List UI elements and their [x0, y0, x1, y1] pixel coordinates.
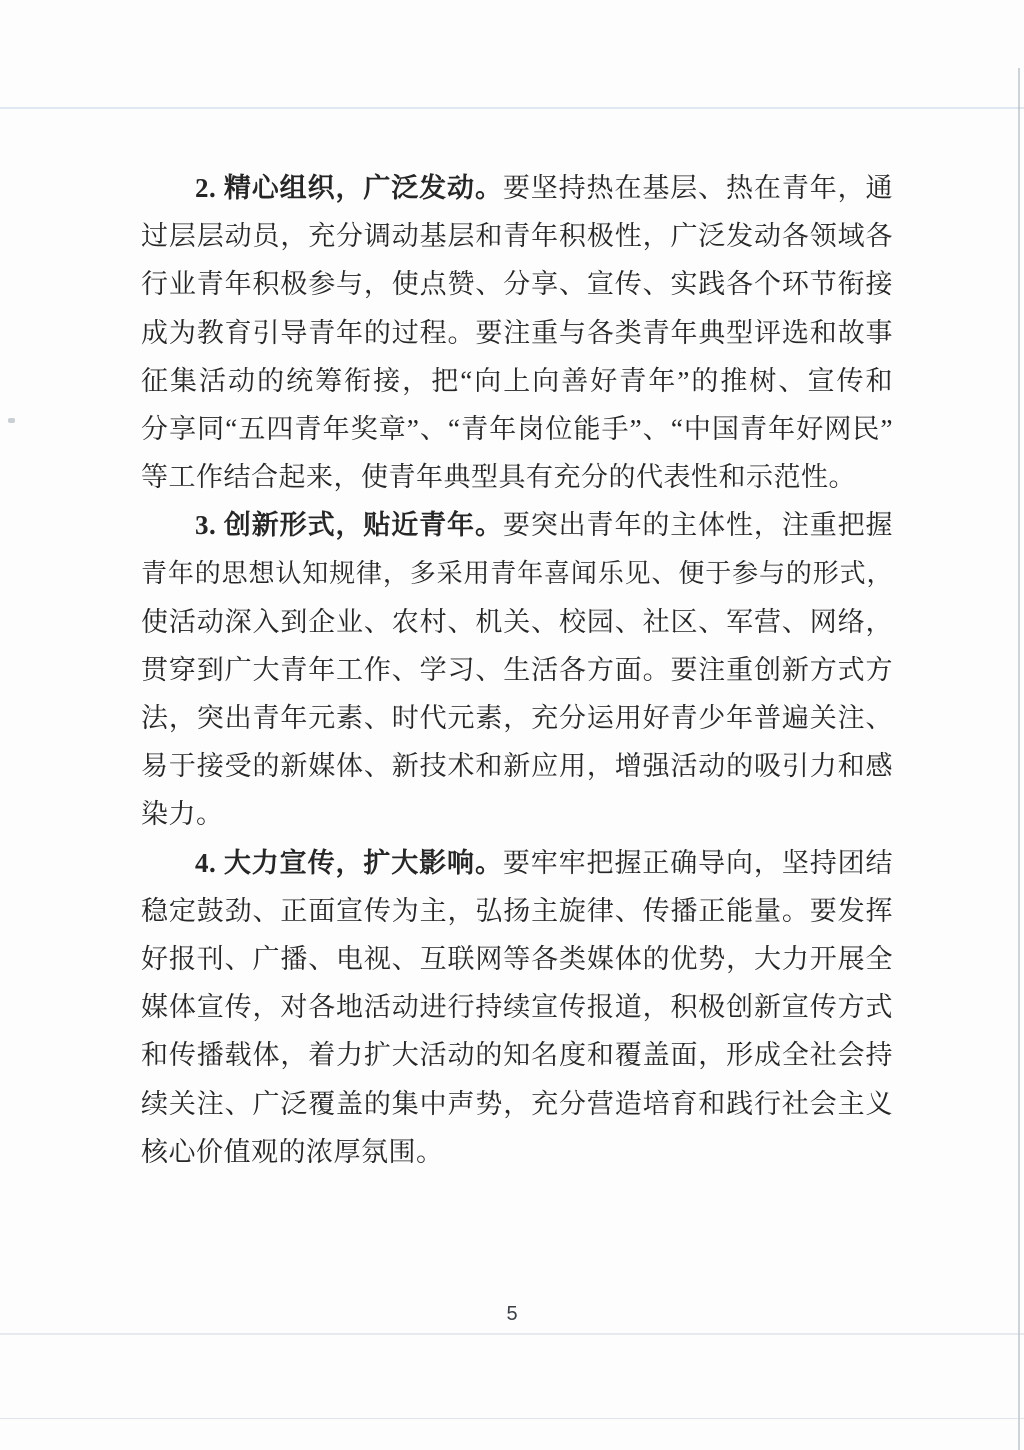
text-line: [141, 309, 893, 357]
document-body: [141, 164, 893, 1176]
text-line: [141, 501, 893, 549]
text-line: [141, 212, 893, 260]
text-segment: 和传播载体，着力扩大活动的知名度和覆盖面，形成全社会持: [141, 1040, 893, 1071]
text-segment: 过层层动员，充分调动基层和青年积极性，广泛发动各领域各: [141, 221, 893, 252]
text-segment: 续关注、广泛覆盖的集中声势，充分营造培育和践行社会主义: [141, 1088, 893, 1119]
text-line: [141, 646, 893, 694]
scan-artifact-bottom-line: [0, 1333, 1024, 1335]
text-segment: 2. 精心组织，广泛发动。: [195, 173, 503, 203]
text-line: [141, 357, 893, 405]
text-segment: 好报刊、广播、电视、互联网等各类媒体的优势，大力开展全: [141, 944, 893, 974]
text-segment: 分享同“五四青年奖章”、“青年岗位能手”、“中国青年好网民”: [141, 413, 893, 444]
text-line: [141, 742, 893, 790]
text-segment: 要坚持热在基层、热在青年，通: [502, 173, 894, 203]
text-line: [141, 1031, 893, 1079]
text-segment: 染力。: [141, 799, 224, 830]
text-segment: 媒体宣传，对各地活动进行持续宣传报道，积极创新宣传方式: [141, 992, 893, 1023]
scan-artifact-bottom-edge: [0, 1418, 1024, 1419]
text-line: [141, 790, 893, 838]
text-segment: 征集活动的统筹衔接，把“向上向善好青年”的推树、宣传和: [141, 365, 893, 396]
text-line: [141, 983, 893, 1031]
text-line: [141, 1128, 893, 1176]
paragraph: [141, 164, 893, 501]
text-segment: 成为教育引导青年的过程。要注重与各类青年典型评选和故事: [141, 317, 893, 348]
scan-artifact-speck: [8, 418, 15, 423]
text-line: [141, 405, 893, 453]
text-segment: 3. 创新形式，贴近青年。: [195, 510, 503, 541]
text-segment: 易于接受的新媒体、新技术和新应用，增强活动的吸引力和感: [141, 751, 893, 782]
scan-artifact-right-line: [1018, 68, 1020, 1450]
text-segment: 使活动深入到企业、农村、机关、校园、社区、军营、网络，: [141, 606, 893, 637]
page-number: 5: [506, 1303, 518, 1325]
paragraph: [141, 839, 893, 1176]
text-line: [141, 550, 893, 598]
text-segment: 要牢牢把握正确导向，坚持团结: [502, 847, 894, 878]
text-segment: 要突出青年的主体性，注重把握: [502, 510, 894, 541]
text-line: [141, 839, 893, 887]
text-segment: 法，突出青年元素、时代元素，充分运用好青少年普遍关注、: [141, 703, 893, 734]
text-segment: 等工作结合起来，使青年典型具有充分的代表性和示范性。: [141, 462, 856, 493]
text-segment: 稳定鼓劲、正面宣传为主，弘扬主旋律、传播正能量。要发挥: [141, 895, 893, 926]
text-line: [141, 598, 893, 646]
text-line: [141, 935, 893, 983]
text-line: [141, 453, 893, 501]
text-segment: 核心价值观的浓厚氛围。: [141, 1136, 444, 1167]
text-line: [141, 164, 893, 212]
text-line: [141, 260, 893, 308]
text-segment: 4. 大力宣传，扩大影响。: [195, 847, 503, 878]
text-segment: 行业青年积极参与，使点赞、分享、宣传、实践各个环节衔接: [141, 269, 893, 300]
text-line: [141, 694, 893, 742]
text-segment: 青年的思想认知规律，多采用青年喜闻乐见、便于参与的形式，: [141, 558, 893, 588]
scan-artifact-top-line: [0, 107, 1024, 109]
text-line: [141, 1080, 893, 1128]
text-line: [141, 887, 893, 935]
text-segment: 贯穿到广大青年工作、学习、生活各方面。要注重创新方式方: [141, 654, 893, 685]
paragraph: [141, 501, 893, 838]
